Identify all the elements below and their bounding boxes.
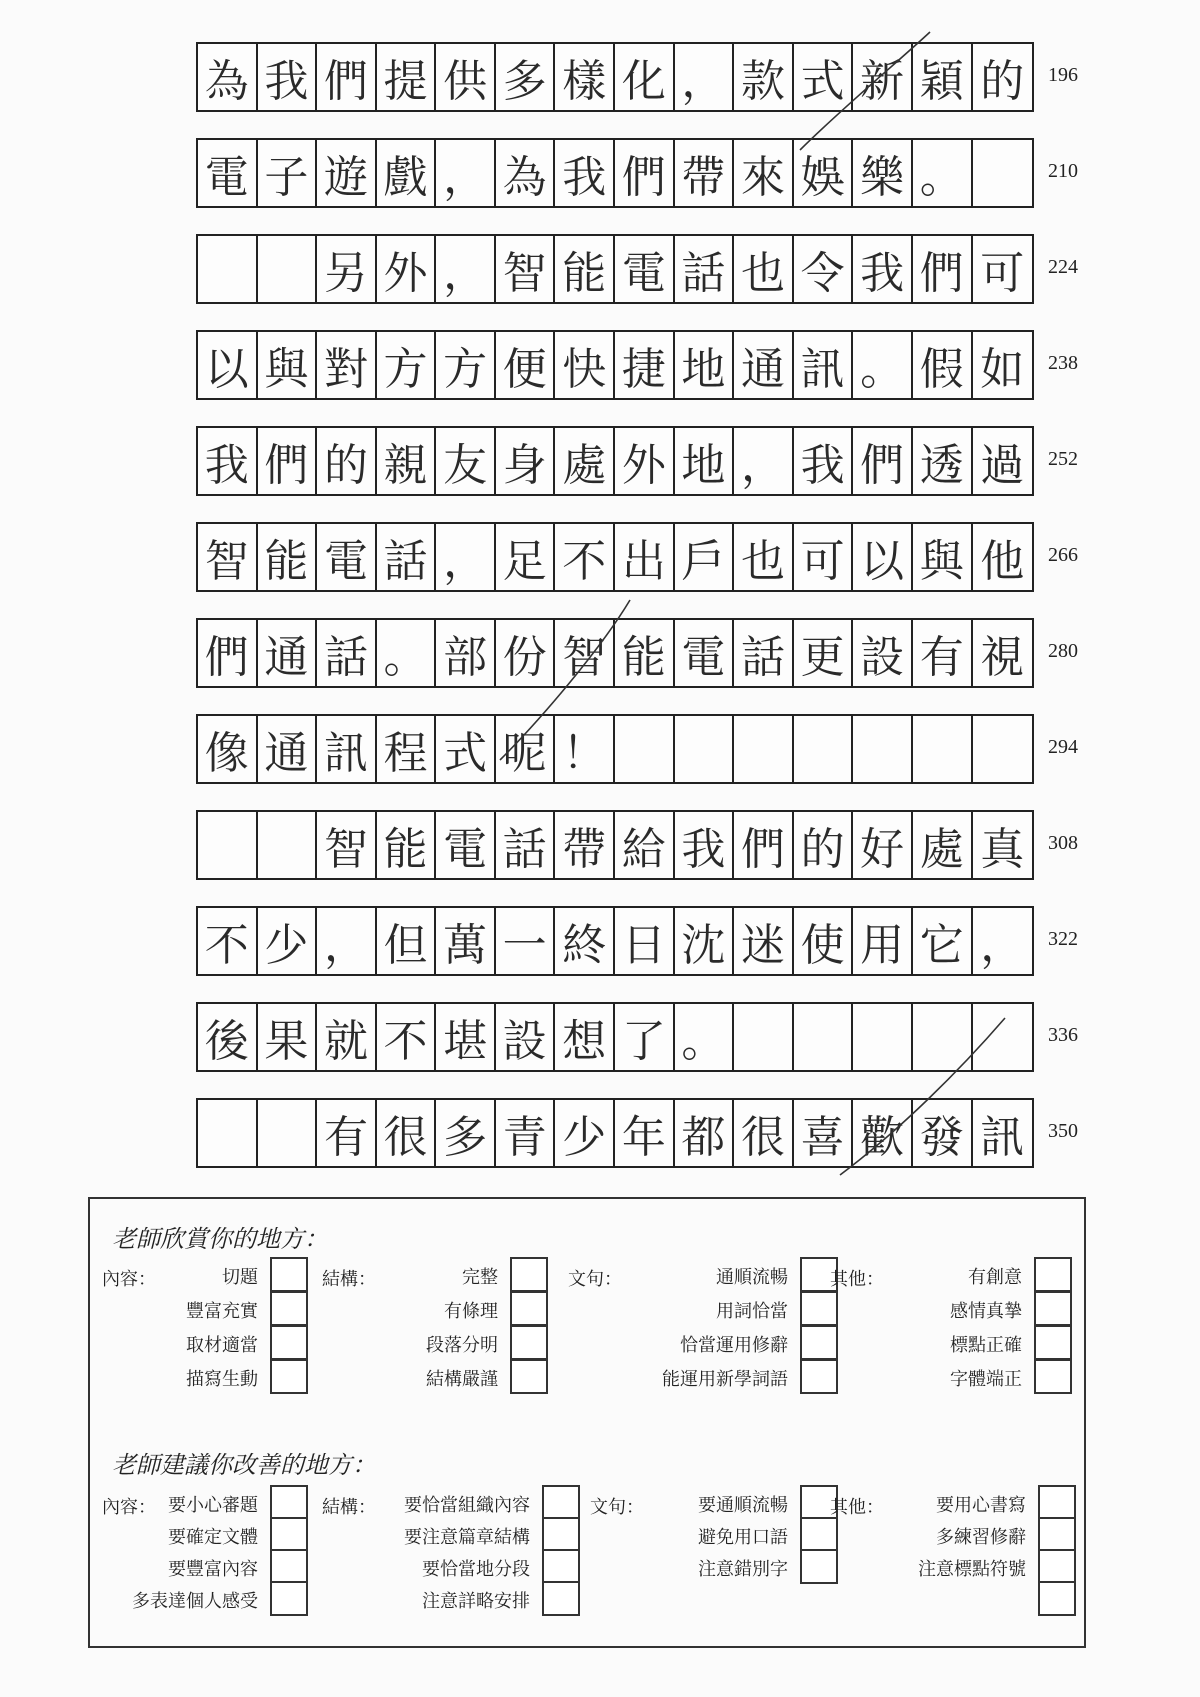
grid-cell: 設 — [496, 1004, 556, 1070]
checkbox[interactable] — [270, 1517, 308, 1552]
line-count-label: 210 — [1048, 160, 1078, 182]
grid-cell: 有 — [317, 1100, 377, 1166]
grid-cell: 便 — [496, 332, 556, 398]
grid-cell: 電 — [198, 140, 258, 206]
grid-cell: 以 — [853, 524, 913, 590]
improvement-criterion — [422, 1587, 530, 1613]
criterion-label: 取材適當 — [186, 1335, 258, 1356]
appreciation-heading: 老師欣賞你的地方： — [112, 1225, 328, 1253]
grid-row — [196, 426, 1034, 496]
criterion-label: 要通順流暢 — [698, 1495, 788, 1516]
grid-cell: 通 — [258, 716, 318, 782]
grid-cell — [258, 812, 318, 878]
criterion-label: 通順流暢 — [716, 1267, 788, 1288]
grid-cell: ， — [675, 44, 735, 110]
grid-cell — [198, 236, 258, 302]
grid-cell — [734, 716, 794, 782]
grid-cell: 後 — [198, 1004, 258, 1070]
appreciation-criterion — [968, 1263, 1022, 1289]
grid-cell: 們 — [853, 428, 913, 494]
criterion-label: 要確定文體 — [168, 1527, 258, 1548]
grid-row — [196, 330, 1034, 400]
grid-cell: 戲 — [377, 140, 437, 206]
grid-cell: 話 — [734, 620, 794, 686]
grid-cell: ， — [436, 140, 496, 206]
checkbox[interactable] — [1038, 1485, 1076, 1520]
grid-cell: 給 — [615, 812, 675, 878]
checkbox[interactable] — [1034, 1291, 1072, 1326]
criterion-label: 多表達個人感受 — [132, 1591, 258, 1612]
appreciation-criterion — [186, 1365, 258, 1391]
grid-cell: 的 — [794, 812, 854, 878]
grid-cell: 能 — [258, 524, 318, 590]
grid-cell: 與 — [258, 332, 318, 398]
criterion-label: 段落分明 — [426, 1335, 498, 1356]
criterion-label: 注意錯別字 — [698, 1559, 788, 1580]
grid-cell — [913, 1004, 973, 1070]
grid-row — [196, 906, 1034, 976]
grid-cell: 少 — [258, 908, 318, 974]
grid-cell: 更 — [794, 620, 854, 686]
appreciation-criterion — [186, 1331, 258, 1357]
grid-cell: 話 — [317, 620, 377, 686]
grid-cell: 們 — [258, 428, 318, 494]
grid-cell: 款 — [734, 44, 794, 110]
grid-cell: 透 — [913, 428, 973, 494]
checkbox[interactable] — [510, 1325, 548, 1360]
grid-cell: 智 — [317, 812, 377, 878]
grid-cell: 娛 — [794, 140, 854, 206]
criterion-label: 注意詳略安排 — [422, 1591, 530, 1612]
grid-cell: 能 — [377, 812, 437, 878]
line-count-label: 252 — [1048, 448, 1078, 470]
grid-cell: 假 — [913, 332, 973, 398]
grid-cell: 很 — [734, 1100, 794, 1166]
grid-cell: 身 — [496, 428, 556, 494]
checkbox[interactable] — [510, 1257, 548, 1292]
grid-cell: 我 — [853, 236, 913, 302]
grid-cell: 與 — [913, 524, 973, 590]
improvement-criterion — [936, 1491, 1026, 1517]
grid-row — [196, 1002, 1034, 1072]
grid-cell: 。 — [853, 332, 913, 398]
checkbox[interactable] — [270, 1485, 308, 1520]
grid-cell: 視 — [980, 632, 1025, 683]
grid-cell: 智 — [198, 524, 258, 590]
grid-cell: 沈 — [675, 908, 735, 974]
grid-cell: 訊 — [794, 332, 854, 398]
grid-cell: 帶 — [675, 140, 735, 206]
criterion-label: 結構嚴謹 — [426, 1369, 498, 1390]
grid-cell: 式 — [794, 44, 854, 110]
grid-cell: 為 — [496, 140, 556, 206]
grid-cell: 對 — [317, 332, 377, 398]
grid-cell: 出 — [615, 524, 675, 590]
grid-cell: 了 — [615, 1004, 675, 1070]
checkbox[interactable] — [1034, 1257, 1072, 1292]
grid-cell — [615, 716, 675, 782]
grid-cell: 真 — [980, 824, 1025, 875]
grid-cell: 我 — [794, 428, 854, 494]
criterion-label: 有創意 — [968, 1267, 1022, 1288]
criterion-label: 有條理 — [444, 1301, 498, 1322]
criterion-label: 要恰當組織內容 — [404, 1495, 530, 1516]
improvement-criterion — [698, 1555, 788, 1581]
grid-cell: 使 — [794, 908, 854, 974]
grid-row — [196, 522, 1034, 592]
grid-cell: 訊 — [317, 716, 377, 782]
grid-cell: 部 — [436, 620, 496, 686]
appreciation-criterion — [950, 1365, 1022, 1391]
line-count-label: 336 — [1048, 1024, 1078, 1046]
grid-cell: 以 — [198, 332, 258, 398]
checkbox[interactable] — [270, 1325, 308, 1360]
criterion-label: 要小心審題 — [168, 1495, 258, 1516]
improvement-criterion — [168, 1555, 258, 1581]
grid-cell: 帶 — [555, 812, 615, 878]
checkbox[interactable] — [270, 1581, 308, 1616]
grid-cell: 電 — [615, 236, 675, 302]
grid-cell: ， — [980, 920, 1025, 971]
grid-cell: 一 — [496, 908, 556, 974]
appreciation-criterion — [462, 1263, 498, 1289]
grid-cell: 供 — [436, 44, 496, 110]
grid-cell: 外 — [615, 428, 675, 494]
checkbox[interactable] — [270, 1359, 308, 1394]
grid-cell: 來 — [734, 140, 794, 206]
appreciation-criterion — [444, 1297, 498, 1323]
checkbox[interactable] — [1038, 1549, 1076, 1584]
grid-cell: 穎 — [913, 44, 973, 110]
criterion-label: 字體端正 — [950, 1369, 1022, 1390]
grid-cell: 們 — [913, 236, 973, 302]
grid-cell: 很 — [377, 1100, 437, 1166]
grid-cell: 化 — [615, 44, 675, 110]
grid-cell: 捷 — [615, 332, 675, 398]
improvement-heading: 老師建議你改善的地方： — [112, 1451, 376, 1479]
grid-cell: 地 — [675, 332, 735, 398]
checkbox[interactable] — [510, 1291, 548, 1326]
appreciation-criterion — [186, 1297, 258, 1323]
grid-cell — [198, 812, 258, 878]
grid-cell: 快 — [555, 332, 615, 398]
grid-cell: 堪 — [436, 1004, 496, 1070]
checkbox[interactable] — [800, 1325, 838, 1360]
criterion-label: 要豐富內容 — [168, 1559, 258, 1580]
grid-cell: 他 — [980, 536, 1025, 587]
grid-cell: 樣 — [555, 44, 615, 110]
appreciation-criterion — [680, 1331, 788, 1357]
grid-cell: 令 — [794, 236, 854, 302]
line-count-label: 350 — [1048, 1120, 1078, 1142]
grid-cell: 外 — [377, 236, 437, 302]
grid-cell: 們 — [198, 620, 258, 686]
checkbox[interactable] — [510, 1359, 548, 1394]
criterion-label: 完整 — [462, 1267, 498, 1288]
grid-row — [196, 618, 1034, 688]
improvement-criterion — [404, 1491, 530, 1517]
improvement-criterion — [698, 1491, 788, 1517]
grid-cell: 處 — [555, 428, 615, 494]
grid-cell: 們 — [734, 812, 794, 878]
line-count-label: 322 — [1048, 928, 1078, 950]
grid-cell — [794, 1004, 854, 1070]
checkbox[interactable] — [800, 1549, 838, 1584]
grid-cell: 提 — [377, 44, 437, 110]
grid-cell: 親 — [377, 428, 437, 494]
criterion-label: 多練習修辭 — [936, 1527, 1026, 1548]
line-count-label: 308 — [1048, 832, 1078, 854]
grid-row — [196, 1098, 1034, 1168]
appreciation-criterion — [222, 1263, 258, 1289]
grid-cell: 不 — [555, 524, 615, 590]
line-count-label: 294 — [1048, 736, 1078, 758]
appreciation-category-label: 結構： — [322, 1269, 376, 1290]
grid-cell: 如 — [980, 344, 1025, 395]
grid-cell: 但 — [377, 908, 437, 974]
grid-cell: 發 — [913, 1100, 973, 1166]
grid-cell: 青 — [496, 1100, 556, 1166]
grid-cell: 地 — [675, 428, 735, 494]
criterion-label: 恰當運用修辭 — [680, 1335, 788, 1356]
appreciation-criterion — [950, 1297, 1022, 1323]
grid-row — [196, 714, 1034, 784]
grid-cell: 另 — [317, 236, 377, 302]
checkbox[interactable] — [270, 1257, 308, 1292]
grid-cell: 友 — [436, 428, 496, 494]
criterion-label: 用詞恰當 — [716, 1301, 788, 1322]
line-count-label: 196 — [1048, 64, 1078, 86]
grid-cell: 能 — [555, 236, 615, 302]
grid-cell: 我 — [198, 428, 258, 494]
grid-cell: 少 — [555, 1100, 615, 1166]
grid-cell: 日 — [615, 908, 675, 974]
grid-cell: 份 — [496, 620, 556, 686]
grid-cell: 通 — [258, 620, 318, 686]
criterion-label: 注意標點符號 — [918, 1559, 1026, 1580]
criterion-label: 標點正確 — [950, 1335, 1022, 1356]
checkbox[interactable] — [800, 1517, 838, 1552]
appreciation-criterion — [426, 1365, 498, 1391]
grid-cell: 處 — [913, 812, 973, 878]
grid-cell: ， — [734, 428, 794, 494]
grid-cell: 用 — [853, 908, 913, 974]
grid-cell: ， — [317, 908, 377, 974]
grid-cell: 電 — [317, 524, 377, 590]
improvement-criterion — [918, 1555, 1026, 1581]
grid-cell: 程 — [377, 716, 437, 782]
checkbox[interactable] — [800, 1359, 838, 1394]
grid-cell: 子 — [258, 140, 318, 206]
grid-cell: 都 — [675, 1100, 735, 1166]
grid-cell: ， — [436, 524, 496, 590]
grid-cell: 年 — [615, 1100, 675, 1166]
grid-cell: 我 — [675, 812, 735, 878]
grid-cell: 也 — [734, 236, 794, 302]
grid-cell: 終 — [555, 908, 615, 974]
grid-cell: 歡 — [853, 1100, 913, 1166]
grid-cell — [734, 1004, 794, 1070]
grid-cell: 設 — [853, 620, 913, 686]
grid-cell: 方 — [436, 332, 496, 398]
improvement-criterion — [422, 1555, 530, 1581]
grid-cell — [973, 1004, 1033, 1070]
line-count-label: 266 — [1048, 544, 1078, 566]
grid-cell: 喜 — [794, 1100, 854, 1166]
criterion-label: 要用心書寫 — [936, 1495, 1026, 1516]
grid-cell — [794, 716, 854, 782]
grid-cell: 的 — [980, 56, 1025, 107]
improvement-criterion — [168, 1491, 258, 1517]
checkbox[interactable] — [542, 1517, 580, 1552]
grid-cell: 我 — [258, 44, 318, 110]
grid-cell: 電 — [436, 812, 496, 878]
appreciation-criterion — [716, 1297, 788, 1323]
grid-cell: 果 — [258, 1004, 318, 1070]
criterion-label: 感情真摯 — [950, 1301, 1022, 1322]
grid-cell: 可 — [980, 248, 1025, 299]
grid-cell: 不 — [377, 1004, 437, 1070]
appreciation-criterion — [716, 1263, 788, 1289]
appreciation-criterion — [950, 1331, 1022, 1357]
grid-cell: 。 — [675, 1004, 735, 1070]
checkbox[interactable] — [1034, 1325, 1072, 1360]
grid-cell — [853, 1004, 913, 1070]
checkbox[interactable] — [270, 1549, 308, 1584]
improvement-category-label: 文句： — [590, 1497, 644, 1518]
grid-row — [196, 138, 1034, 208]
criterion-label: 要注意篇章結構 — [404, 1527, 530, 1548]
improvement-criterion — [936, 1523, 1026, 1549]
criterion-label: 描寫生動 — [186, 1369, 258, 1390]
checkbox[interactable] — [1038, 1581, 1076, 1616]
grid-cell: 話 — [675, 236, 735, 302]
grid-cell: 話 — [377, 524, 437, 590]
grid-cell: 智 — [555, 620, 615, 686]
checkbox[interactable] — [270, 1291, 308, 1326]
improvement-criterion — [698, 1523, 788, 1549]
improvement-criterion — [132, 1587, 258, 1613]
grid-cell: ！ — [555, 716, 615, 782]
grid-cell — [258, 236, 318, 302]
grid-cell: 遊 — [317, 140, 377, 206]
improvement-category-label: 結構： — [322, 1497, 376, 1518]
grid-cell — [258, 1100, 318, 1166]
grid-cell: 有 — [913, 620, 973, 686]
checkbox[interactable] — [542, 1549, 580, 1584]
grid-cell: 戶 — [675, 524, 735, 590]
improvement-category-label: 其他： — [830, 1497, 884, 1518]
grid-cell: 就 — [317, 1004, 377, 1070]
criterion-label: 切題 — [222, 1267, 258, 1288]
grid-cell: 像 — [198, 716, 258, 782]
checkbox[interactable] — [1038, 1517, 1076, 1552]
grid-row — [196, 42, 1034, 112]
grid-cell — [913, 716, 973, 782]
grid-cell: 的 — [317, 428, 377, 494]
improvement-criterion — [168, 1523, 258, 1549]
checkbox[interactable] — [542, 1581, 580, 1616]
checkbox[interactable] — [800, 1291, 838, 1326]
appreciation-category-label: 內容： — [102, 1269, 156, 1290]
criterion-label: 豐富充實 — [186, 1301, 258, 1322]
appreciation-category-label: 其他： — [830, 1269, 884, 1290]
grid-cell: 能 — [615, 620, 675, 686]
grid-cell: 迷 — [734, 908, 794, 974]
grid-cell — [853, 716, 913, 782]
grid-cell: 我 — [555, 140, 615, 206]
grid-cell: 。 — [913, 140, 973, 206]
grid-cell: 們 — [317, 44, 377, 110]
grid-cell: 話 — [496, 812, 556, 878]
grid-cell: 過 — [980, 440, 1025, 491]
line-count-label: 224 — [1048, 256, 1078, 278]
line-count-label: 280 — [1048, 640, 1078, 662]
grid-cell: 。 — [377, 620, 437, 686]
grid-cell: 電 — [675, 620, 735, 686]
grid-cell: 智 — [496, 236, 556, 302]
grid-cell: 它 — [913, 908, 973, 974]
grid-cell — [973, 140, 1033, 206]
grid-cell: ， — [436, 236, 496, 302]
grid-cell: 足 — [496, 524, 556, 590]
criterion-label: 避免用口語 — [698, 1527, 788, 1548]
grid-cell — [198, 1100, 258, 1166]
grid-cell — [973, 716, 1033, 782]
grid-cell: 式 — [436, 716, 496, 782]
grid-cell: 可 — [794, 524, 854, 590]
grid-cell: 為 — [198, 44, 258, 110]
grid-cell: 多 — [436, 1100, 496, 1166]
grid-cell: 也 — [734, 524, 794, 590]
criterion-label: 要恰當地分段 — [422, 1559, 530, 1580]
grid-cell: 想 — [555, 1004, 615, 1070]
grid-cell: 樂 — [853, 140, 913, 206]
criterion-label: 能運用新學詞語 — [662, 1369, 788, 1390]
teacher-comment-box — [88, 1197, 1086, 1648]
grid-cell: 多 — [496, 44, 556, 110]
grid-cell: 好 — [853, 812, 913, 878]
grid-cell: 方 — [377, 332, 437, 398]
checkbox[interactable] — [542, 1485, 580, 1520]
appreciation-category-label: 文句： — [568, 1269, 622, 1290]
grid-cell: 呢 — [496, 716, 556, 782]
appreciation-criterion — [662, 1365, 788, 1391]
checkbox[interactable] — [1034, 1359, 1072, 1394]
line-count-label: 238 — [1048, 352, 1078, 374]
grid-row — [196, 234, 1034, 304]
grid-cell: 新 — [853, 44, 913, 110]
grid-cell: 萬 — [436, 908, 496, 974]
grid-cell: 不 — [198, 908, 258, 974]
grid-row — [196, 810, 1034, 880]
improvement-category-label: 內容： — [102, 1497, 156, 1518]
improvement-criterion — [404, 1523, 530, 1549]
grid-cell: 們 — [615, 140, 675, 206]
appreciation-criterion — [426, 1331, 498, 1357]
grid-cell: 訊 — [980, 1112, 1025, 1163]
grid-cell — [675, 716, 735, 782]
grid-cell: 通 — [734, 332, 794, 398]
